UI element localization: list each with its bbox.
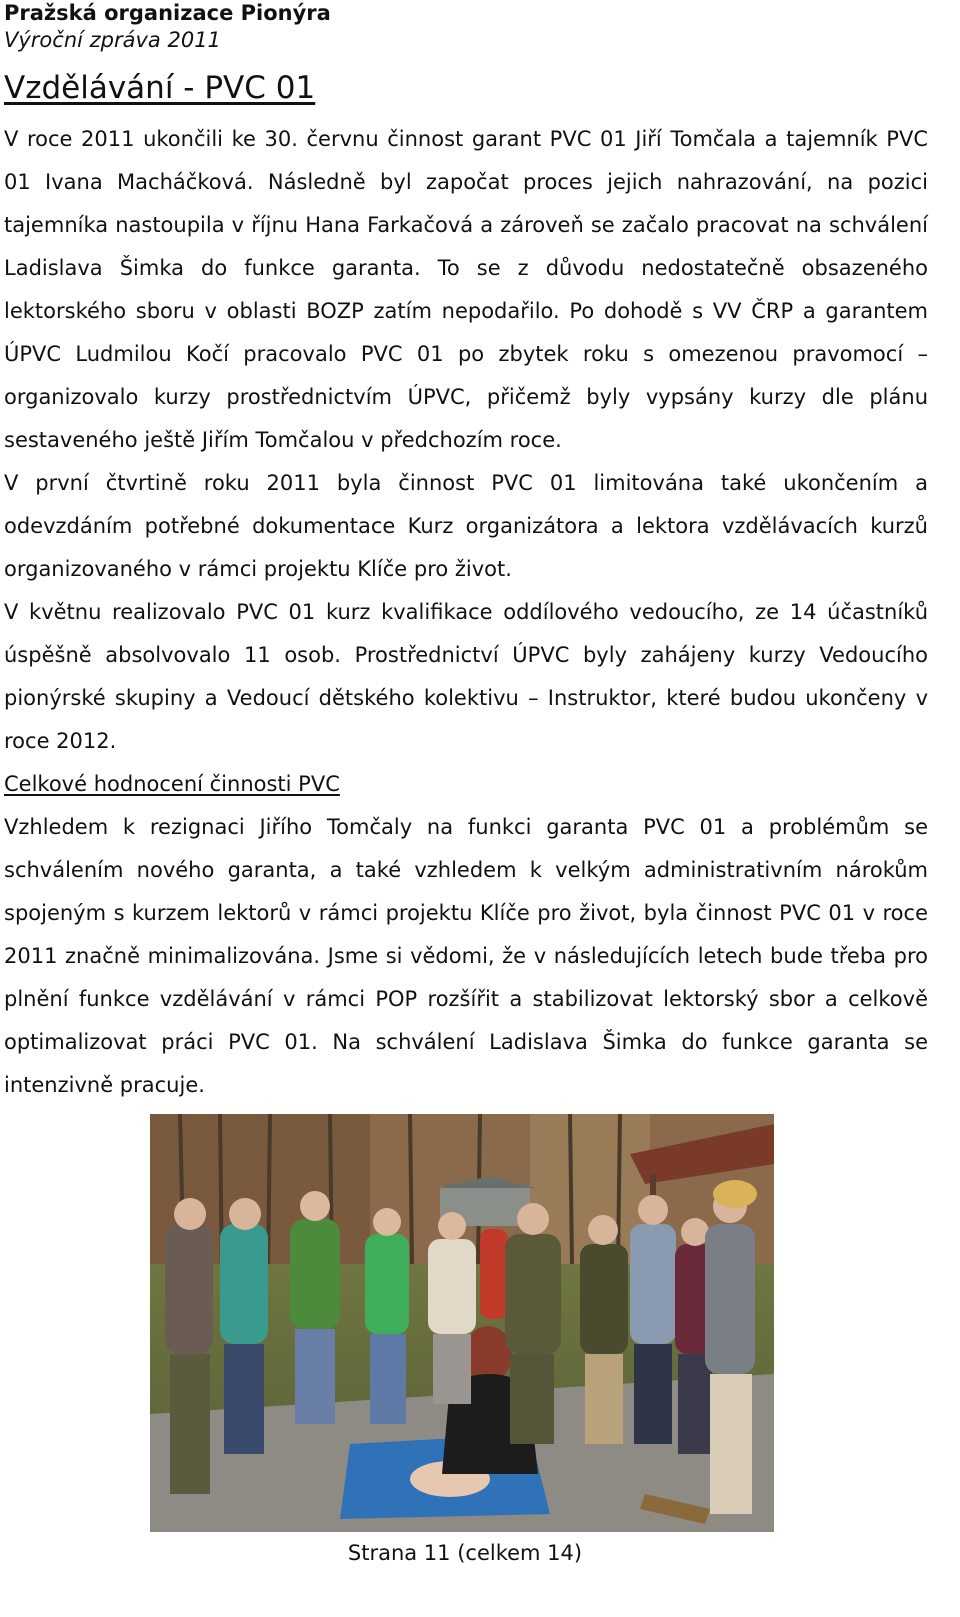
paragraph: Vzhledem k rezignaci Jiřího Tomčaly na funkci garanta PVC 01 a problémům se schválením nového garanta, a také vzhledem k velkým administrativním nárokům spojeným s kurzem lektorů v rámci projektu Klíče pro život, byla činnost PVC 01 v roce 2011 značně minimalizována. Jsme si vědomi, že v následujících letech bude třeba pro plnění funkce vzdělávání v rámci POP rozšířit a stabilizovat lektorský sbor a celkově optimalizovat práci PVC 01. Na schválení Ladislava Šimka do funkce garanta se intenzivně pracuje.	[4, 815, 928, 1097]
photo-illustration	[150, 1114, 774, 1532]
page-footer: Strana 11 (celkem 14)	[347, 1541, 583, 1565]
report-title: Výroční zpráva 2011	[4, 28, 221, 52]
page-title: Vzdělávání - PVC 01	[4, 70, 316, 106]
paragraph: V květnu realizovalo PVC 01 kurz kvalifikace oddílového vedoucího, ze 14 účastníků úspěšně absolvovalo 11 osob. Prostřednictví ÚPVC byly zahájeny kurzy Vedoucího pionýrské skupiny a Vedoucí dětského kolektivu – Instruktor, které budou ukončeny v roce 2012.	[4, 600, 928, 753]
group-training-photo	[150, 1114, 774, 1532]
document-body	[4, 118, 928, 1107]
paragraph: V první čtvrtině roku 2011 byla činnost PVC 01 limitována také ukončením a odevzdáním potřebné dokumentace Kurz organizátora a lektora vzdělávacích kurzů organizovaného v rámci projektu Klíče pro život.	[4, 471, 928, 581]
paragraph: V roce 2011 ukončili ke 30. červnu činnost garant PVC 01 Jiří Tomčala a tajemník PVC 01 Ivana Macháčková. Následně byl započat proces jejich nahrazování, na pozici tajemníka nastoupila v říjnu Hana Farkačová a zároveň se začalo pracovat na schválení Ladislava Šimka do funkce garanta. To se z důvodu nedostatečně obsazeného lektorského sboru v oblasti BOZP zatím nepodařilo. Po dohodě s VV ČRP a garantem ÚPVC Ludmilou Kočí pracovalo PVC 01 po zbytek roku s omezenou pravomocí – organizovalo kurzy prostřednictvím ÚPVC, přičemž byly vypsány kurzy dle plánu sestaveného ještě Jiřím Tomčalou v předchozím roce.	[4, 127, 928, 452]
section-heading: Celkové hodnocení činnosti PVC	[4, 772, 340, 796]
organization-name: Pražská organizace Pionýra	[4, 1, 331, 25]
